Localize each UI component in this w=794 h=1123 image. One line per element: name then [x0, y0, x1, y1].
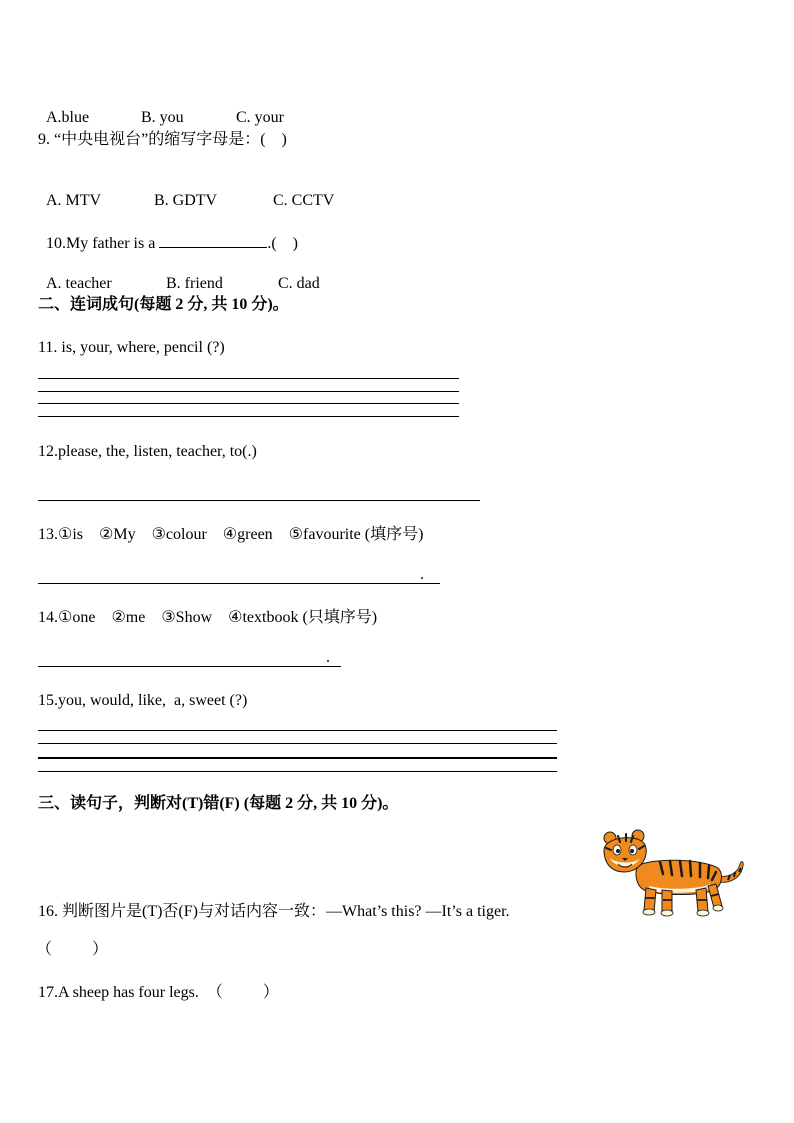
q13-period: . [420, 566, 424, 583]
q15-answer-line[interactable] [38, 757, 557, 759]
q14-stem: 14.①one ②me ③Show ④textbook (只填序号) [38, 609, 378, 626]
q10-stem-paren: .( ) [267, 235, 298, 252]
q10-option-a: A. teacher [46, 275, 112, 292]
q13-answer-line[interactable] [38, 583, 440, 584]
q11-answer-line[interactable] [38, 416, 459, 417]
q12-stem: 12.please, the, listen, teacher, to(.) [38, 443, 257, 460]
q11-answer-line[interactable] [38, 378, 459, 379]
q9-stem: 9. “中央电视台”的缩写字母是：( ) [38, 131, 287, 148]
section2-heading: 二、连词成句(每题 2 分, 共 10 分)。 [38, 296, 289, 313]
q9-options [38, 171, 334, 211]
q17-stem: 17.A sheep has four legs. （ ） [38, 984, 279, 1001]
q15-answer-line[interactable] [38, 771, 557, 772]
q11-stem: 11. is, your, where, pencil (?) [38, 339, 225, 356]
q16-answer-paren[interactable]: （ ） [36, 941, 109, 958]
q10-answer-blank[interactable] [159, 233, 267, 248]
q10-option-c: C. dad [278, 275, 320, 292]
q14-answer-line[interactable] [38, 666, 341, 667]
section3-heading: 三、读句子，判断对(T)错(F) (每题 2 分, 共 10 分)。 [38, 795, 399, 812]
q16-stem: 16. 判断图片是(T)否(F)与对话内容一致：—What’s this? —It’s a tiger. [38, 903, 510, 920]
q8-option-b: B. you [141, 109, 184, 126]
q15-answer-line[interactable] [38, 730, 557, 731]
q9-option-c: C. CCTV [273, 192, 335, 209]
q8-options [38, 88, 284, 128]
q10-options [38, 254, 320, 294]
tiger-image [600, 828, 746, 918]
q12-answer-line[interactable] [38, 500, 480, 501]
q9-option-b: B. GDTV [154, 192, 218, 209]
q10-option-b: B. friend [166, 275, 223, 292]
q14-period: . [326, 649, 330, 666]
q9-option-a: A. MTV [46, 192, 102, 209]
q10-stem [38, 213, 298, 254]
q11-answer-line[interactable] [38, 391, 459, 392]
q8-option-c: C. your [236, 109, 284, 126]
q8-option-a: A.blue [46, 109, 90, 126]
q15-answer-line[interactable] [38, 743, 557, 744]
q11-answer-line[interactable] [38, 403, 459, 404]
q15-stem: 15.you, would, like, a, sweet (?) [38, 692, 248, 709]
q13-stem: 13.①is ②My ③colour ④green ⑤favourite (填序号) [38, 526, 424, 543]
q10-stem-text: 10.My father is a [46, 235, 160, 252]
